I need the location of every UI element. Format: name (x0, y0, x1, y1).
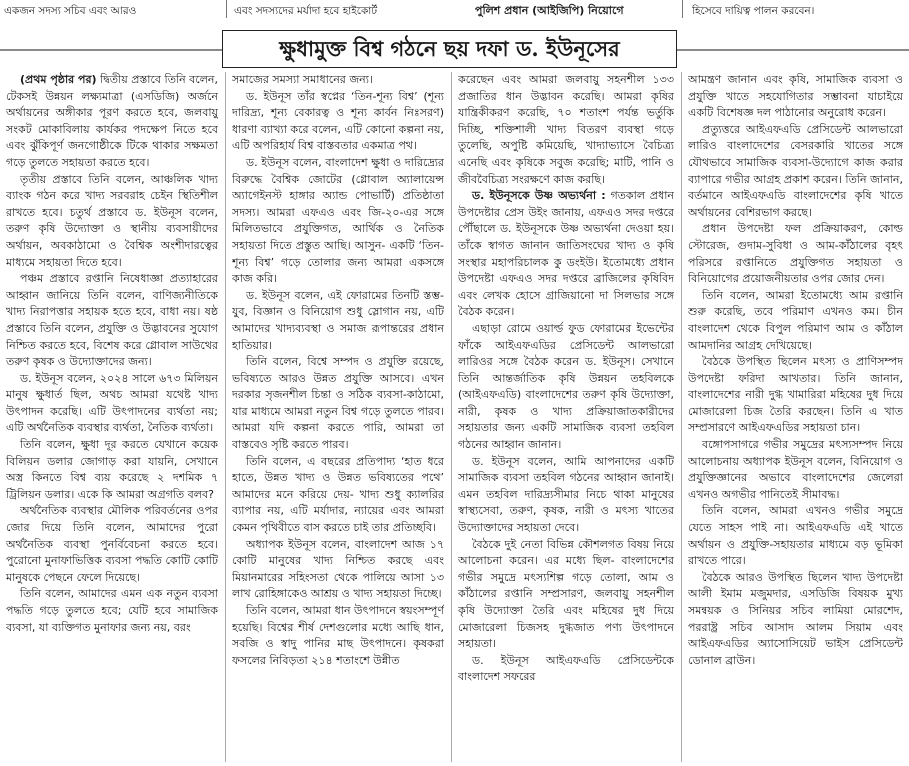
top-strip-text-3: পুলিশ প্রধান (আইজিপি) নিয়োগে (475, 4, 624, 17)
paragraph-text: আমন্ত্রণ জানান এবং কৃষি, সামাজিক ব্যবসা ও প্রযুক্তি খাতে সহযোগিতার সম্ভাবনা যাচাইয়ে একটি বিশেষজ্ঞ দল পাঠানোর অনুরোধ করেন। (688, 73, 903, 120)
paragraph-text: তিনি বলেন, আমরা ইতোমধ্যে আম রপ্তানি শুরু করেছি, তবে পরিমাণ এখনও কম। চীন বাংলাদেশ থেকে বিপুল পরিমাণ আম ও কাঁঠাল আমদানির আগ্রহ দেখিয়েছে। (688, 288, 903, 352)
paragraph-text: ড. ইউনূস বলেন, আমি আপনাদের একটি সামাজিক ব্যবসা তহবিল গঠনের আহ্বান জানাই। এমন তহবিল দারিদ্র্যসীমার নিচে থাকা মানুষের স্বাস্থ্যসেবা, তরুণ, কৃষক, নারী ও মৎস্য খাতের উদ্যোক্তাদের সহায়তা দেবে। (458, 454, 674, 535)
article-column-3 (458, 72, 674, 762)
paragraph-text: অর্থনৈতিক ব্যবস্থার মৌলিক পরিবর্তনের ওপর জোর দিয়ে তিনি বলেন, আমাদের পুরো অর্থনৈতিক ব্যবস্থা পুনর্বিবেচনা করতে হবে। পুরোনো মুনাফাভিত্তিক ব্যবসা পদ্ধতি কোটি কোটি মানুষকে পেছনে ফেলে দিয়েছে। (6, 504, 218, 584)
paragraph-text: করেছেন এবং আমরা জলবায়ু সহনশীল ১৩৩ প্রজাতির ধান উদ্ভাবন করেছি। আমরা কৃষির যান্ত্রিকীকরণ করেছি, ৭০ শতাংশ পর্যন্ত ভর্তুকি দিচ্ছি, শক্তিশালী খাদ্য বিতরণ ব্যবস্থা গড়ে তুলেছি, অপুষ্টি কমিয়েছি, খাদ্যাভ্যাসে বৈচিত্র্য এনেছি এবং কৃষিকে সবুজ করেছি; মাটি, পানি ও জীববৈচিত্র্য সংরক্ষণে কাজ করছি। (458, 73, 674, 186)
article-paragraph (232, 354, 444, 454)
headline-rule-left (0, 49, 222, 51)
paragraph-text: তিনি বলেন, আমরা এখনও গভীর সমুদ্রে যেতে সাহস পাই না। আইএফএডি এই খাতে অর্থায়ন ও প্রযুক্তি-সহায়তার মাধ্যমে বড় ভূমিকা রাখতে পারে। (688, 504, 903, 568)
column-divider (225, 72, 226, 762)
top-strip (0, 0, 909, 22)
article-paragraph (688, 221, 903, 287)
paragraph-lead: ড. ইউনূসকে উষ্ণ অভ্যর্থনা : (472, 189, 606, 203)
paragraph-text: তিনি বলেন, এ বছরের প্রতিপাদ্য ‘হাত ধরে হাতে, উন্নত খাদ্য ও উন্নত ভবিষ্যতের পথে’ আমাদের মনে করিয়ে দেয়- খাদ্য শুধু ক্যালরির ব্যাপার নয়, এটি মর্যাদার, ন্যায়ের এবং আমরা কেমন পৃথিবীতে বাস করতে চাই তার প্রতিচ্ছবি। (232, 454, 444, 535)
article-paragraph (6, 437, 218, 503)
article-paragraph (232, 603, 444, 669)
article-column-2 (232, 72, 444, 762)
article-paragraph (688, 288, 903, 354)
paragraph-text: বৈঠকে দুই নেতা বিভিন্ন কৌশলগত বিষয় নিয়ে আলোচনা করেন। এর মধ্যে ছিল- বাংলাদেশের গভীর সমুদ্রে মৎস্যশিল্প গড়ে তোলা, আম ও কাঁঠালের রপ্তানি সম্প্রসারণ, জলবায়ু সহনশীল কৃষি উদ্যোক্তা তৈরি এবং মহিষের দুধ দিয়ে মোজারেলা চিজসহ দুগ্ধজাত পণ্য উৎপাদনে সহায়তা। (458, 537, 674, 651)
paragraph-text: বৈঠকে আরও উপস্থিত ছিলেন খাদ্য উপদেষ্টা আলী ইমাম মজুমদার, এসডিজি বিষয়ক মুখ্য সমন্বয়ক ও সিনিয়র সচিব লামিয়া মোরশেদ, পররাষ্ট্র সচিব আসাদ আলম সিয়াম এবং আইএফএডির অ্যাসোসিয়েট ভাইস প্রেসিডেন্ট ডোনাল ব্রাউন। (688, 570, 903, 667)
article-paragraph (688, 122, 903, 222)
article-paragraph (232, 288, 444, 354)
article-paragraph (6, 586, 218, 636)
paragraph-text: তিনি বলেন, ক্ষুধা দূর করতে যেখানে কয়েক বিলিয়ন ডলার জোগাড় করা যায়নি, সেখানে অস্ত্র কিনতে বিশ্ব ব্যয় করেছে ২ দশমিক ৭ ট্রিলিয়ন ডলার। একে কি আমরা অগ্রগতি বলব? (6, 438, 218, 501)
top-strip-text-2: এবং সদস্যদের মর্যাদা হবে হাইকোর্ট (234, 5, 378, 17)
article-paragraph (688, 570, 903, 670)
article-paragraph (458, 537, 674, 653)
paragraph-text: অধ্যাপক ইউনূস বলেন, বাংলাদেশ আজ ১৭ কোটি মানুষের খাদ্য নিশ্চিত করছে এবং মিয়ানমারের সহিংসতা থেকে পালিয়ে আসা ১৩ লাখ রোহিঙ্গাকেও আশ্রয় ও খাদ্য সহায়তা দিচ্ছে। (232, 537, 444, 601)
article-paragraph (232, 537, 444, 603)
paragraph-text: বঙ্গোপসাগরে গভীর সমুদ্রের মৎস্যসম্পদ নিয়ে আলোচনায় অধ্যাপক ইউনূস বলেন, বিনিয়োগ ও প্রযুক্তিজ্ঞানের অভাবে বাংলাদেশের জেলেরা এখনও অগভীর পানিতেই সীমাবদ্ধ। (688, 438, 903, 501)
article-paragraph (232, 89, 444, 155)
paragraph-text: তিনি বলেন, বিশ্বে সম্পদ ও প্রযুক্তি রয়েছে, ভবিষ্যতে আরও উন্নত প্রযুক্তি আসবে। এখন দরকার সৃজনশীল চিন্তা ও সঠিক ব্যবসা-কাঠামো, যার মাধ্যমে আমরা নতুন বিশ্ব গড়ে তুলতে পারব। আমরা যদি কল্পনা করতে পারি, আমরা তা বাস্তবেও সৃষ্টি করতে পারব। (232, 355, 444, 452)
paragraph-text: সমাজের সমস্যা সমাধানের জন্য। (232, 73, 373, 86)
headline-rule-right (677, 49, 909, 51)
top-strip-divider (226, 0, 227, 18)
article-paragraph (688, 72, 903, 122)
article-column-1 (6, 72, 218, 762)
article-column-4 (688, 72, 903, 762)
paragraph-text: এছাড়া রোমে ওয়ার্ল্ড ফুড ফোরামের ইভেন্টের ফাঁকে আইএফএডির প্রেসিডেন্ট আলভারো লারিওর সঙ্গে বৈঠক করেন ড. ইউনূস। সেখানে তিনি আন্তর্জাতিক কৃষি উন্নয়ন তহবিলকে (আইএফএডি) বাংলাদেশের তরুণ কৃষি উদ্যোক্তা, নারী, কৃষক ও খাদ্য প্রক্রিয়াজাতকারীদের সহায়তার জন্য একটি সামাজিক ব্যবসা তহবিল গঠনের আহ্বান জানান। (458, 321, 674, 452)
article-paragraph (688, 354, 903, 437)
article-paragraph (688, 503, 903, 569)
top-strip-text-4: হিসেবে দায়িত্ব পালন করবেন। (692, 5, 815, 17)
article-paragraph (6, 271, 218, 371)
top-strip-text-1: একজন সদস্য সচিব এবং আরও (4, 5, 137, 17)
article-paragraph (232, 454, 444, 537)
top-strip-divider (682, 0, 683, 18)
article-paragraph (458, 454, 674, 537)
paragraph-text: প্রত্যুত্তরে আইএফএডি প্রেসিডেন্ট আলভারো লারিও বাংলাদেশের বেসরকারি খাতের সঙ্গে যৌথভাবে সামাজিক ব্যবসা-উদ্যোগে কাজ করার ব্যাপারে গভীর আগ্রহ প্রকাশ করেন। তিনি জানান, বর্তমানে আইএফএডি বাংলাদেশের কৃষি খাতে অর্থায়নের বেশিরভাগ করছে। (688, 122, 903, 219)
paragraph-text: প্রধান উপদেষ্টা ফল প্রক্রিয়াকরণ, কোল্ড স্টোরেজ, গুদাম-সুবিধা ও আম-কাঁঠালের বৃহৎ পরিসরে রপ্তানিতে প্রযুক্তিগত সহায়তা ও বিনিয়োগের প্রয়োজনীয়তার ওপর জোর দেন। (688, 222, 903, 286)
article-paragraph (458, 72, 674, 188)
paragraph-text: ড. ইউনূস আইএফএডি প্রেসিডেন্টকে বাংলাদেশ সফরের (458, 653, 674, 684)
paragraph-text: ড. ইউনূস বলেন, ২০২৪ সালে ৬৭৩ মিলিয়ন মানুষ ক্ষুধার্ত ছিল, অথচ আমরা যথেষ্ট খাদ্য উৎপাদন করেছি। এটি উৎপাদনের ব্যর্থতা নয়; এটি অর্থনৈতিক ব্যবস্থার ব্যর্থতা, নৈতিক ব্যর্থতা। (6, 371, 218, 435)
article-paragraph (6, 371, 218, 437)
paragraph-text: দ্বিতীয় প্রস্তাবে তিনি বলেন, টেকসই উন্নয়ন লক্ষ্যমাত্রা (এসডিজি) অর্জনে অর্থায়নের অঙ্গীকার পূরণ করতে হবে, জলবায়ু সংকট মোকাবিলায় কার্যকর পদক্ষেপ নিতে হবে এবং ঝুঁকিপূর্ণ জনগোষ্ঠীকে টিকে থাকার সক্ষমতা গড়ে তুলতে সহায়তা করতে হবে। (6, 73, 218, 169)
article-paragraph (458, 653, 674, 686)
article-paragraph (232, 155, 444, 288)
headline: ক্ষুধামুক্ত বিশ্ব গঠনে ছয় দফা ড. ইউনূসের (222, 30, 677, 68)
article-paragraph (688, 437, 903, 503)
column-divider (681, 72, 682, 762)
article-paragraph (458, 188, 674, 321)
article-paragraph (458, 321, 674, 454)
paragraph-lead: (প্রথম পৃষ্ঠার পর) (20, 73, 97, 86)
paragraph-text: বৈঠকে উপস্থিত ছিলেন মৎস্য ও প্রাণিসম্পদ উপদেষ্টা ফরিদা আখতার। তিনি জানান, বাংলাদেশের নারী দুগ্ধ খামারিরা মহিষের দুধ দিয়ে মোজারেলা চিজ তৈরি করছেন। তিনি এ খাত সম্প্রসারণে আইএফএডির সহায়তা চান। (688, 355, 903, 435)
paragraph-text: তিনি বলেন, আমরা ধান উৎপাদনে স্বয়ংসম্পূর্ণ হয়েছি। বিশ্বের শীর্ষ দেশগুলোর মধ্যে আছি ধান, সবজি ও স্বাদু পানির মাছ উৎপাদনে। কৃষকরা ফসলের নিবিড়তা ২১৪ শতাংশে উন্নীত (232, 604, 444, 667)
paragraph-text: গতকাল প্রধান উপদেষ্টার প্রেস উইং জানায়, এফএও সদর দপ্তরে পৌঁছালে ড. ইউনূসকে উষ্ণ অভ্যর্থনা দেওয়া হয়। তাঁকে স্বাগত জানান জাতিসংঘের খাদ্য ও কৃষি সংস্থার মহাপরিচালক কু ডংইউ। ইতোমধ্যে প্রধান উপদেষ্টা এফএও সদর দপ্তরে ব্রাজিলের কৃষিবিদ এবং লেখক হোসে গ্রাজিয়ানো দা সিলভার সঙ্গে বৈঠক করেন। (458, 189, 674, 319)
article-paragraph (6, 172, 218, 272)
article-paragraph (6, 503, 218, 586)
paragraph-text: ড. ইউনূস বলেন, বাংলাদেশ ক্ষুধা ও দারিদ্র্যের বিরুদ্ধে বৈশ্বিক জোটের (গ্লোবাল অ্যালায়েন্স অ্যাগেইনস্ট হাঙ্গার অ্যান্ড পোভার্টি) প্রতিষ্ঠাতা সদস্য। আমরা এফএও এবং জি-২০-এর সঙ্গে মিলিতভাবে প্রযুক্তিগত, আর্থিক ও নৈতিক সহায়তা দিতে প্রস্তুত আছি। আসুন- একটি ‘তিন-শূন্য বিশ্ব’ গড়ে তোলার জন্য আমরা একসঙ্গে কাজ করি। (232, 155, 444, 286)
article-paragraph (232, 72, 444, 89)
column-divider (451, 72, 452, 762)
headline-banner (0, 30, 909, 70)
paragraph-text: তিনি বলেন, আমাদের এমন এক নতুন ব্যবসা পদ্ধতি গড়ে তুলতে হবে; যেটি হবে সামাজিক ব্যবসা, যা ব্যক্তিগত মুনাফার জন্য নয়, বরং (6, 587, 218, 634)
paragraph-text: ড. ইউনূস বলেন, এই ফোরামের তিনটি স্তম্ভ- যুব, বিজ্ঞান ও বিনিয়োগ শুধু স্লোগান নয়, এটি আমাদের খাদ্যব্যবস্থা ও সমাজ রূপান্তরের প্রধান হাতিয়ার। (232, 288, 444, 352)
paragraph-text: তৃতীয় প্রস্তাবে তিনি বলেন, আঞ্চলিক খাদ্য ব্যাংক গঠন করে খাদ্য সরবরাহ চেইন স্থিতিশীল রাখতে হবে। চতুর্থ প্রস্তাবে ড. ইউনূস বলেন, তরুণ কৃষি উদ্যোক্তা ও স্থানীয় ব্যবসায়ীদের অর্থায়ন, অবকাঠামো ও বৈশ্বিক অংশীদারত্বের মাধ্যমে সহায়তা দিতে হবে। (6, 172, 218, 269)
article-paragraph (6, 72, 218, 172)
paragraph-text: ড. ইউনূস তাঁর স্বপ্নের ‘তিন-শূন্য বিশ্ব’ (শূন্য দারিদ্র্য, শূন্য বেকারত্ব ও শূন্য কার্বন নিঃসরণ) ধারণা ব্যাখ্যা করে বলেন, এটি কোনো কল্পনা নয়, এটি অপরিহার্য বিশ্ব বাস্তবতার একমাত্র পথ। (232, 89, 444, 153)
paragraph-text: পঞ্চম প্রস্তাবে রপ্তানি নিষেধাজ্ঞা প্রত্যাহারের আহ্বান জানিয়ে তিনি বলেন, বাণিজ্যনীতিকে খাদ্য নিরাপত্তার সহায়ক হতে হবে, বাধা নয়। ষষ্ঠ প্রস্তাবে তিনি বলেন, প্রযুক্তি ও উদ্ভাবনের সুযোগ নিশ্চিত করতে হবে, বিশেষ করে গ্লোবাল সাউথের তরুণ কৃষক ও উদ্যোক্তাদের জন্য। (6, 272, 218, 369)
